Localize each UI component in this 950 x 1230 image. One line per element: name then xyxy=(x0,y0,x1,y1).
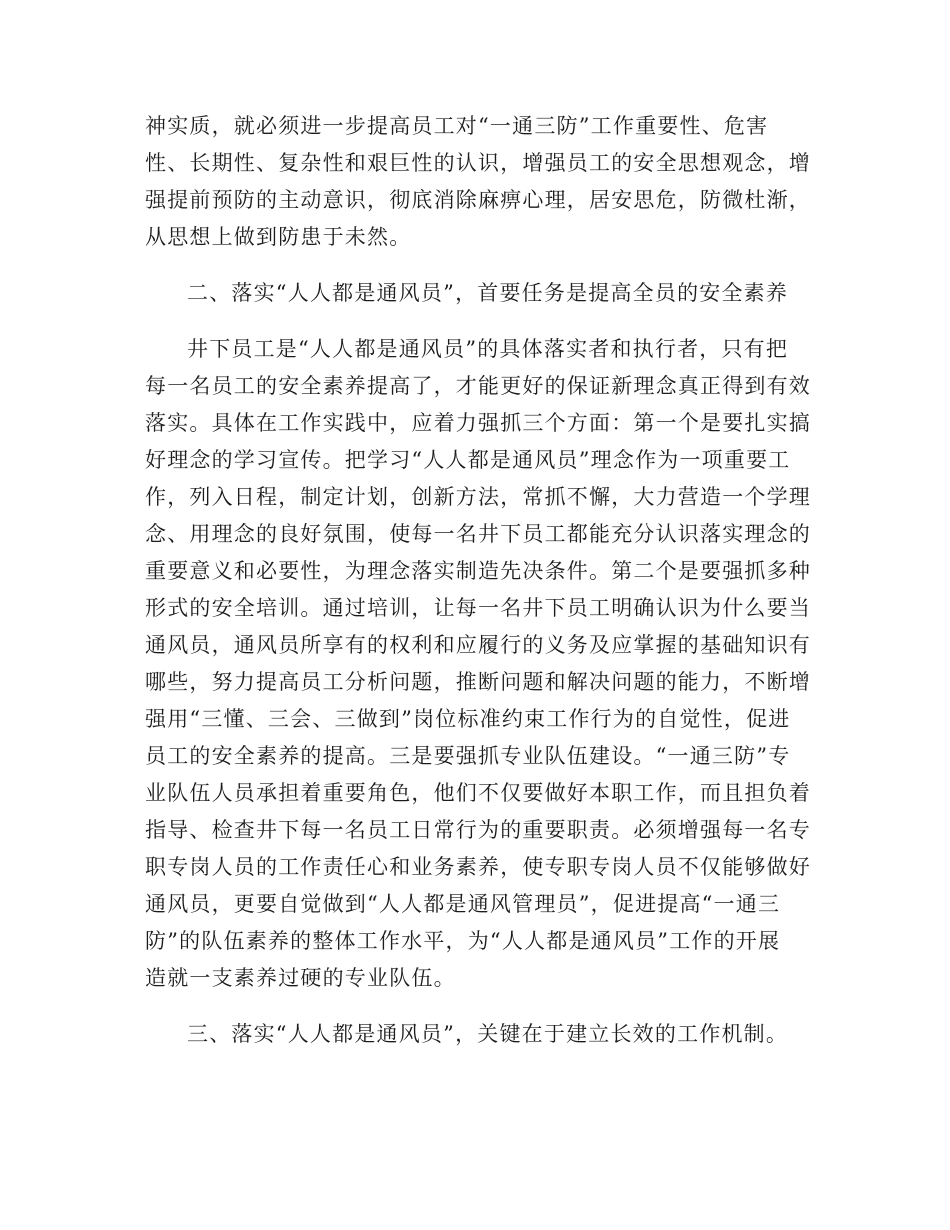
paragraph-2-line-8: 形式的安全培训。通过培训，让每一名井下员工明确认识为什么要当 xyxy=(145,596,811,620)
paragraph-2-line-18: 造就一支素养过硬的专业队伍。 xyxy=(145,966,456,990)
paragraph-2-line-4: 好理念的学习宣传。把学习“人人都是通风员”理念作为一项重要工 xyxy=(145,448,791,472)
paragraph-2-line-1: 井下员工是“人人都是通风员”的具体落实者和执行者，只有把 xyxy=(187,337,789,361)
paragraph-2-line-17: 防”的队伍素养的整体工作水平，为“人人都是通风员”工作的开展 xyxy=(145,929,781,953)
paragraph-2-line-10: 哪些，努力提高员工分析问题，推断问题和解决问题的能力，不断增 xyxy=(145,670,811,694)
paragraph-2-line-2: 每一名员工的安全素养提高了，才能更好的保证新理念真正得到有效 xyxy=(145,374,811,398)
paragraph-2-line-15: 职专岗人员的工作责任心和业务素养，使专职专岗人员不仅能够做好 xyxy=(145,855,811,879)
paragraph-1-line-1: 神实质，就必须进一步提高员工对“一通三防”工作重要性、危害 xyxy=(145,114,769,138)
section-heading-3: 三、落实“人人都是通风员”，关键在于建立长效的工作机制。 xyxy=(187,1022,789,1046)
paragraph-2-line-5: 作，列入日程，制定计划，创新方法，常抓不懈，大力营造一个学理 xyxy=(145,485,811,509)
paragraph-1-line-3: 强提前预防的主动意识，彻底消除麻痹心理，居安思危，防微杜渐， xyxy=(145,188,811,212)
paragraph-2-line-14: 指导、检查井下每一名员工日常行为的重要职责。必须增强每一名专 xyxy=(145,818,811,842)
paragraph-2-line-3: 落实。具体在工作实践中，应着力强抓三个方面：第一个是要扎实搞 xyxy=(145,411,811,435)
paragraph-2-line-6: 念、用理念的良好氛围，使每一名井下员工都能充分认识落实理念的 xyxy=(145,522,811,546)
paragraph-2-line-16: 通风员，更要自觉做到“人人都是通风管理员”，促进提高“一通三 xyxy=(145,892,781,916)
paragraph-2-line-12: 员工的安全素养的提高。三是要强抓专业队伍建设。“一通三防”专 xyxy=(145,744,791,768)
paragraph-1-line-2: 性、长期性、复杂性和艰巨性的认识，增强员工的安全思想观念，增 xyxy=(145,151,811,175)
paragraph-2-line-13: 业队伍人员承担着重要角色，他们不仅要做好本职工作，而且担负着 xyxy=(145,781,811,805)
paragraph-2-line-11: 强用“三懂、三会、三做到”岗位标准约束工作行为的自觉性，促进 xyxy=(145,707,791,731)
paragraph-2-line-9: 通风员，通风员所享有的权利和应履行的义务及应掌握的基础知识有 xyxy=(145,633,811,657)
paragraph-2-line-7: 重要意义和必要性，为理念落实制造先决条件。第二个是要强抓多种 xyxy=(145,559,811,583)
paragraph-1-line-4: 从思想上做到防患于未然。 xyxy=(145,225,412,249)
section-heading-2: 二、落实“人人都是通风员”，首要任务是提高全员的安全素养 xyxy=(187,281,789,305)
